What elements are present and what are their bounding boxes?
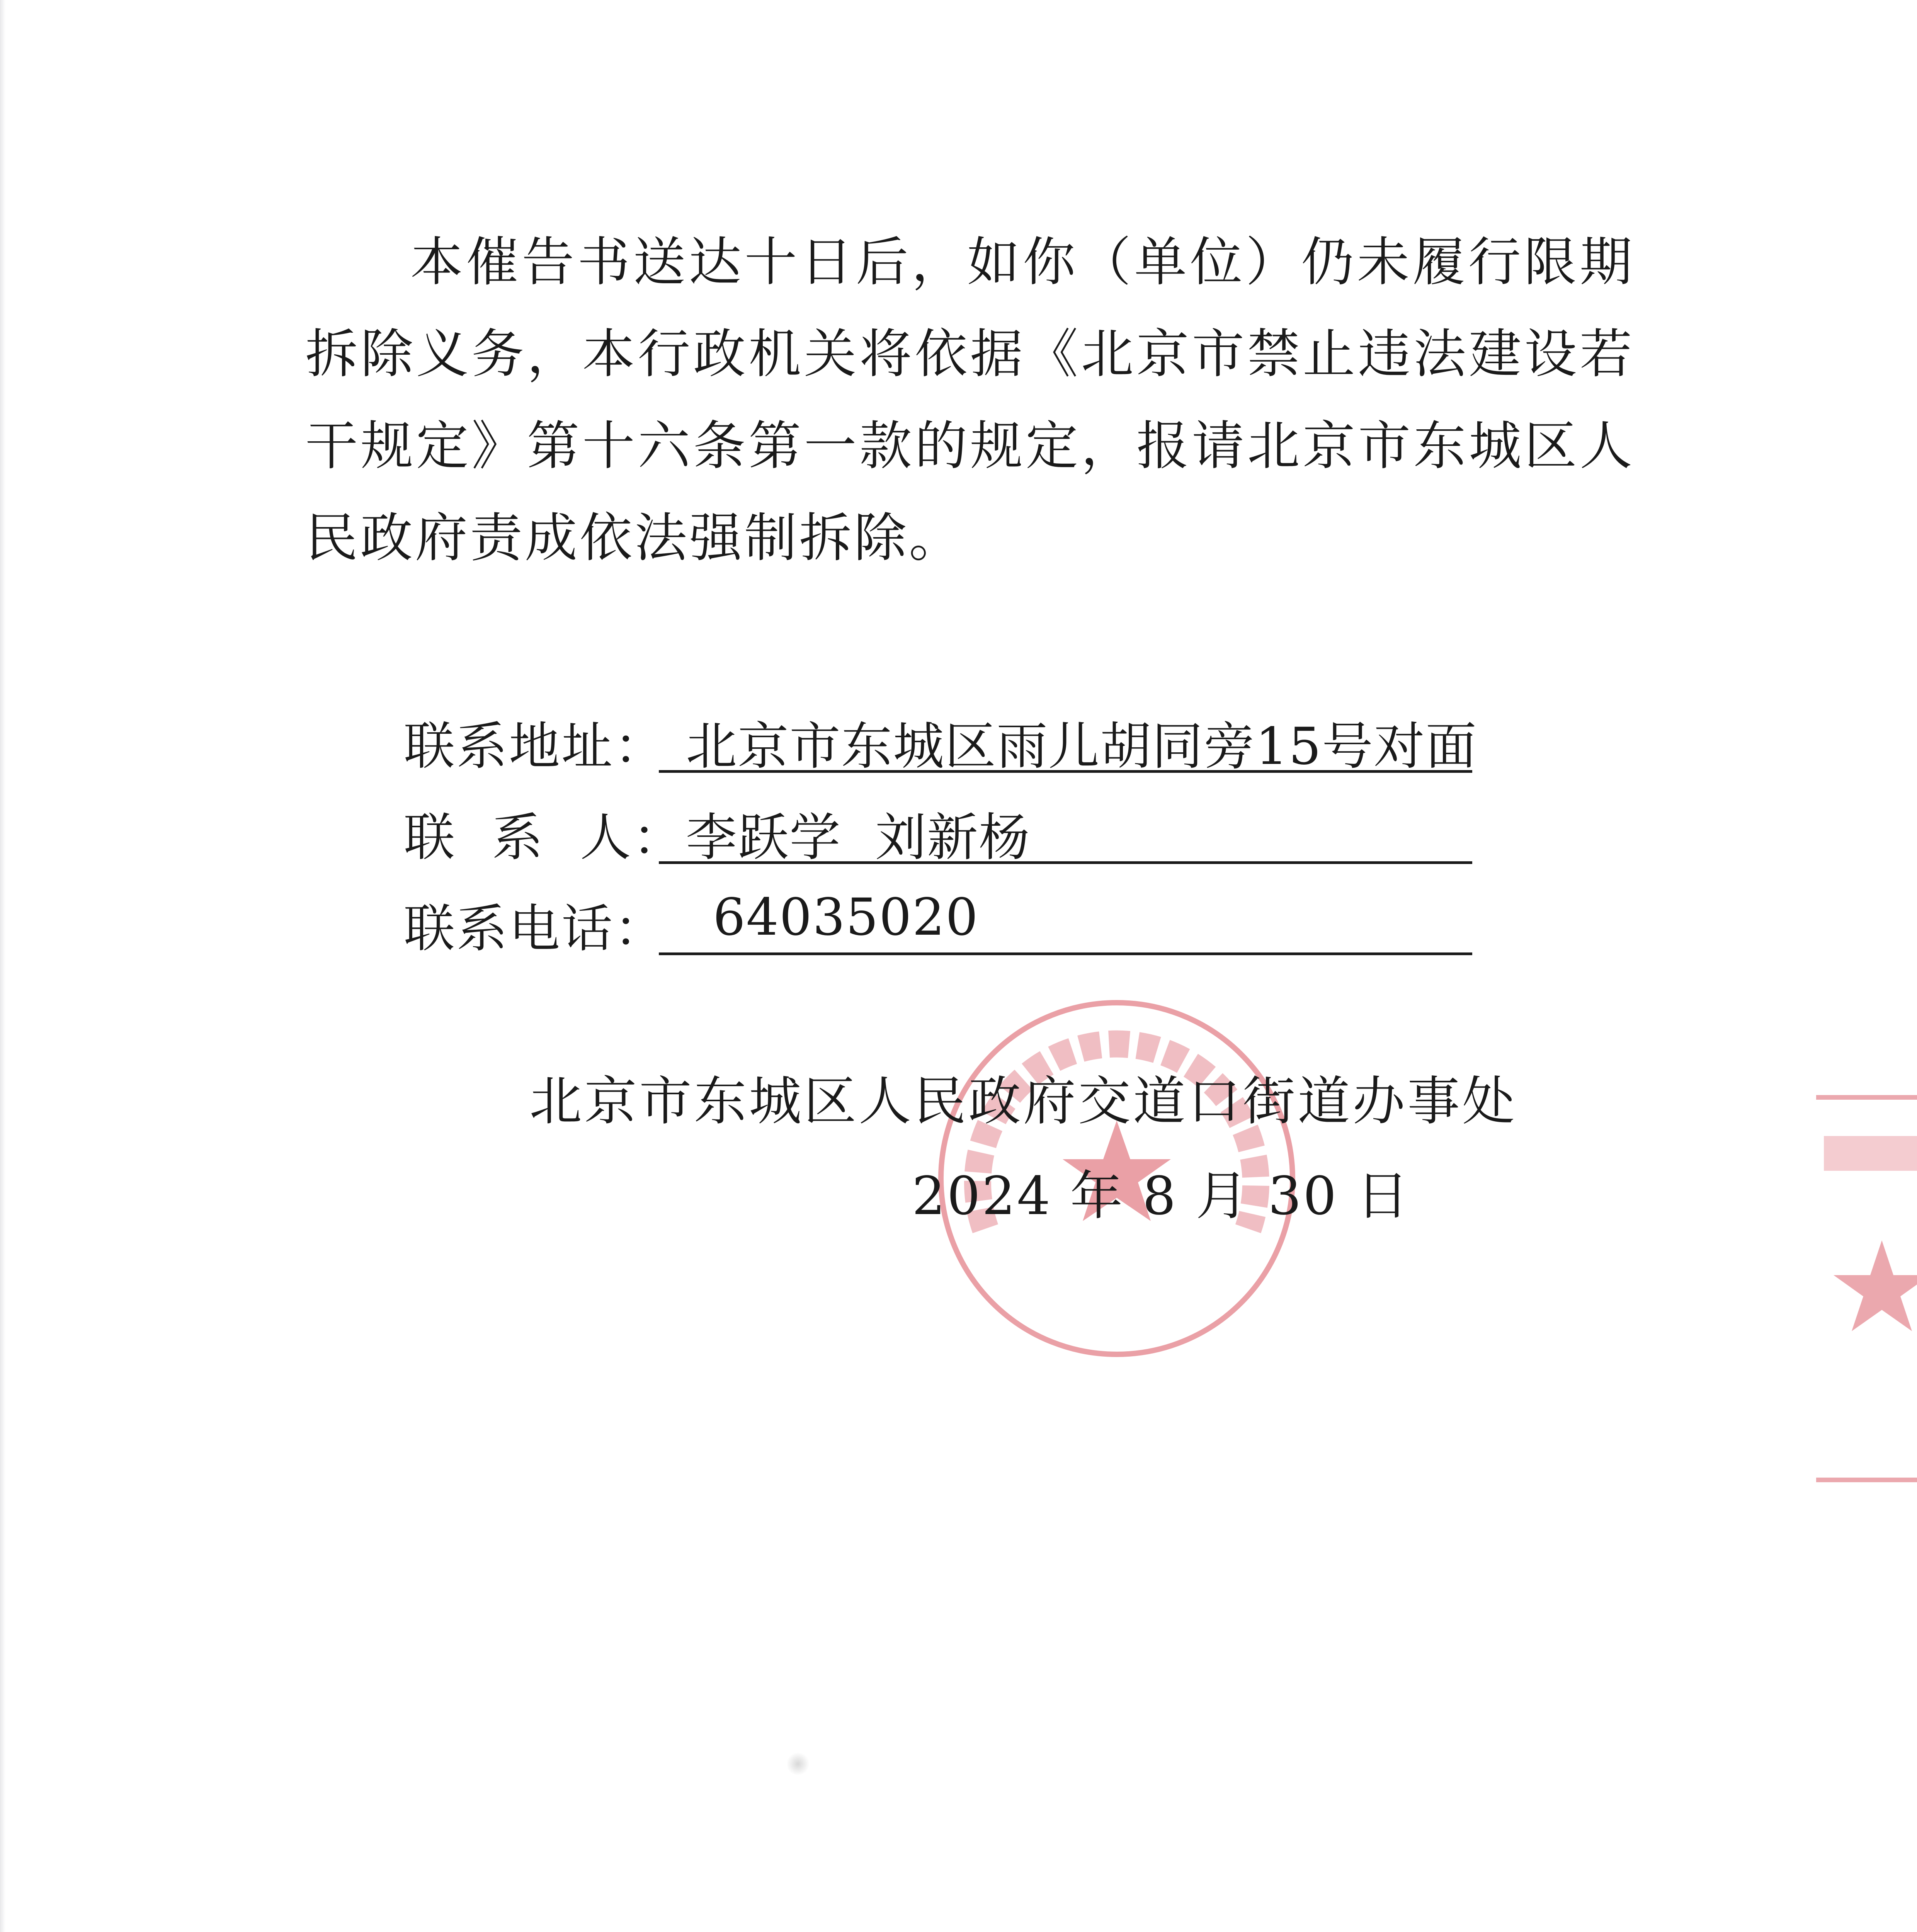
- contact-phone-row: [404, 880, 1563, 971]
- contact-block: [404, 697, 1563, 971]
- partial-seal: [1808, 1090, 1917, 1488]
- address-label: 联系地址：: [404, 717, 667, 776]
- scan-edge: [0, 0, 5, 1932]
- issue-date: 2024 年 8 月 30 日: [912, 1166, 1410, 1227]
- phone-label: 联系电话：: [404, 899, 667, 959]
- address-underline: [659, 705, 1477, 776]
- issuer-name: 北京市东城区人民政府交道口街道办事处: [529, 1071, 1517, 1132]
- phone-value: 64035020: [713, 888, 979, 947]
- scan-smudge: [786, 1752, 810, 1776]
- notice-paragraph: 本催告书送达十日后，如你（单位）仍未履行限期拆除义务，本行政机关将依据《北京市禁止违法建设若干规定》第十六条第一款的规定，报请北京市东城区人民政府责成依法强制拆除。: [305, 232, 1635, 569]
- person-value: 李跃学 刘新杨: [686, 808, 1031, 867]
- notice-body: [305, 216, 1635, 584]
- contact-address-row: [404, 697, 1563, 789]
- address-value: 北京市东城区雨儿胡同旁15号对面: [686, 717, 1477, 776]
- person-underline: [659, 796, 1472, 867]
- phone-underline: [659, 888, 1472, 955]
- partial-seal-star-icon: [1834, 1240, 1917, 1331]
- contact-person-row: [404, 789, 1563, 880]
- person-label: 联 系 人：: [404, 808, 685, 867]
